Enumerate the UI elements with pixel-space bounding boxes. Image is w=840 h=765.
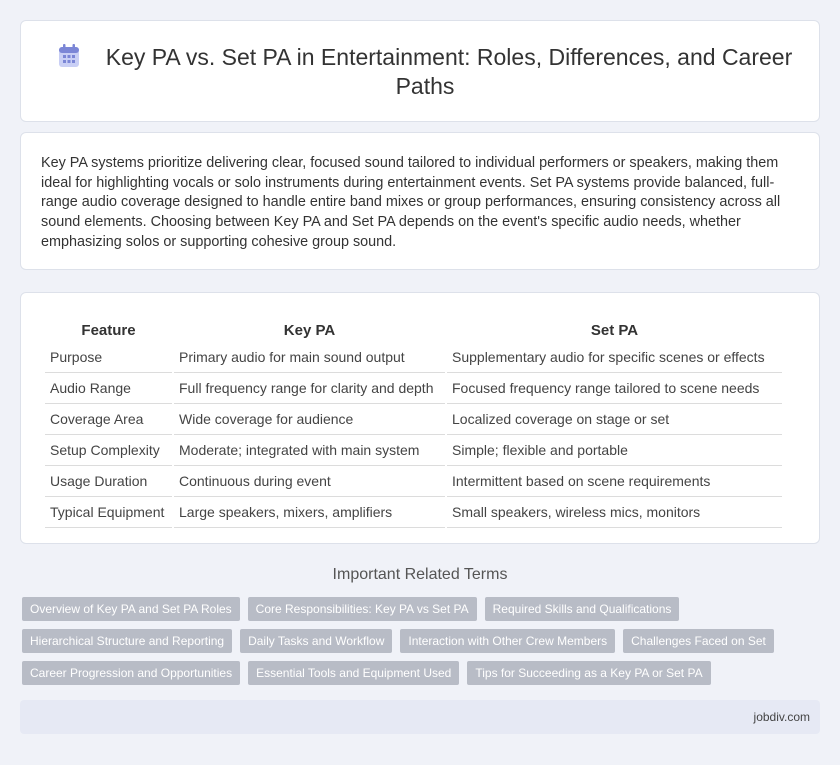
- page-title: [51, 43, 799, 101]
- related-term-tag[interactable]: Essential Tools and Equipment Used: [248, 661, 459, 685]
- table-row: [45, 466, 782, 497]
- comparison-table: [43, 315, 784, 528]
- row-feature: Usage Duration: [45, 466, 172, 497]
- intro-paragraph: Key PA systems prioritize delivering clear, focused sound tailored to individual performers or speakers, making them ideal for highlighting vocals or solo instruments during entertainment events. Set PA systems provide balanced, full-range audio coverage designed to handle entire band mixes or group performances, ensuring consistency across all sound elements. Choosing between Key PA and Set PA depends on the event's specific audio needs, whether emphasizing solos or supporting cohesive group sound.: [41, 155, 781, 250]
- row-feature: Purpose: [45, 342, 172, 373]
- row-set-pa: Small speakers, wireless mics, monitors: [447, 497, 782, 528]
- related-term-tag[interactable]: Daily Tasks and Workflow: [240, 629, 392, 653]
- comparison-card: [20, 292, 820, 544]
- related-terms-tags: [22, 597, 822, 693]
- row-set-pa: Focused frequency range tailored to scene needs: [447, 373, 782, 404]
- related-term-tag[interactable]: Hierarchical Structure and Reporting: [22, 629, 232, 653]
- related-term-tag[interactable]: Tips for Succeeding as a Key PA or Set PA: [467, 661, 710, 685]
- row-key-pa: Full frequency range for clarity and depth: [174, 373, 445, 404]
- table-row: [45, 497, 782, 528]
- table-row: [45, 373, 782, 404]
- footer-site-link[interactable]: jobdiv.com: [753, 710, 810, 724]
- related-term-tag[interactable]: Overview of Key PA and Set PA Roles: [22, 597, 240, 621]
- row-feature: Audio Range: [45, 373, 172, 404]
- footer: [20, 700, 820, 734]
- row-key-pa: Large speakers, mixers, amplifiers: [174, 497, 445, 528]
- related-term-tag[interactable]: Career Progression and Opportunities: [22, 661, 240, 685]
- related-term-tag[interactable]: Core Responsibilities: Key PA vs Set PA: [248, 597, 477, 621]
- row-set-pa: Supplementary audio for specific scenes or effects: [447, 342, 782, 373]
- row-feature: Typical Equipment: [45, 497, 172, 528]
- row-key-pa: Continuous during event: [174, 466, 445, 497]
- tag-row: [22, 629, 822, 653]
- header-key-pa: Key PA: [283, 322, 336, 339]
- table-row: [45, 342, 782, 373]
- page-title-text: Key PA vs. Set PA in Entertainment: Roles, Differences, and Career Paths: [105, 44, 793, 99]
- header-feature: Feature: [81, 322, 136, 339]
- header-set-pa: Set PA: [590, 322, 639, 339]
- row-set-pa: Intermittent based on scene requirements: [447, 466, 782, 497]
- row-key-pa: Primary audio for main sound output: [174, 342, 445, 373]
- row-feature: Setup Complexity: [45, 435, 172, 466]
- table-header-row: [45, 315, 782, 342]
- calendar-icon: [58, 44, 80, 68]
- table-row: [45, 435, 782, 466]
- tag-row: [22, 661, 822, 685]
- related-term-tag[interactable]: Challenges Faced on Set: [623, 629, 774, 653]
- tag-row: [22, 597, 822, 621]
- related-term-tag[interactable]: Required Skills and Qualifications: [485, 597, 680, 621]
- row-set-pa: Localized coverage on stage or set: [447, 404, 782, 435]
- row-feature: Coverage Area: [45, 404, 172, 435]
- table-row: [45, 404, 782, 435]
- related-term-tag[interactable]: Interaction with Other Crew Members: [400, 629, 615, 653]
- header-card: [20, 20, 820, 122]
- row-key-pa: Wide coverage for audience: [174, 404, 445, 435]
- intro-card: [20, 132, 820, 270]
- row-key-pa: Moderate; integrated with main system: [174, 435, 445, 466]
- related-terms-title: Important Related Terms: [332, 566, 508, 583]
- row-set-pa: Simple; flexible and portable: [447, 435, 782, 466]
